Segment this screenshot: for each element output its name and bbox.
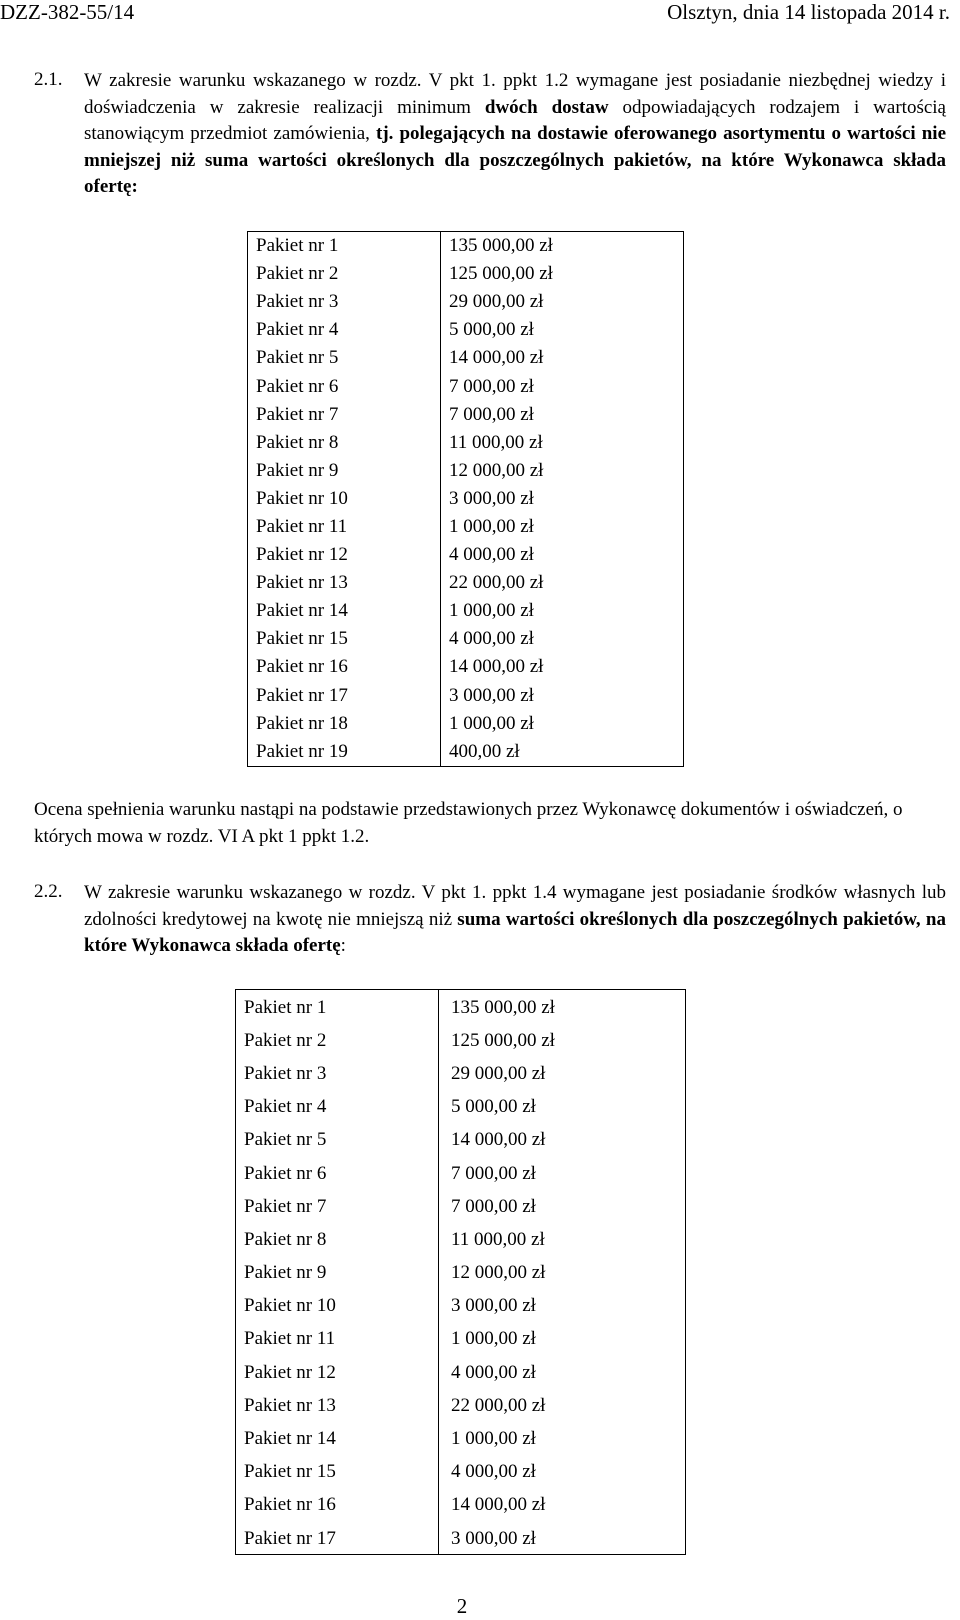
section-2-1-text-a: W zakresie warunku wskazanego w rozdz. V pkt 1. ppkt 1.2 wymagane jest posiadanie niezbędnej wiedzy i doświadczenia w zakresie realizacji minimum xyxy=(84,70,946,118)
package-value-cell: 400,00 zł xyxy=(449,740,520,762)
package-value-cell: 125 000,00 zł xyxy=(449,263,553,285)
table-row xyxy=(248,653,684,681)
package-value-cell: 1 000,00 zł xyxy=(449,712,534,734)
table-row xyxy=(248,625,684,653)
table-row xyxy=(236,1388,686,1421)
package-name-cell: Pakiet nr 3 xyxy=(236,1056,439,1089)
package-value-cell: 3 000,00 zł xyxy=(449,487,534,509)
package-name-cell: Pakiet nr 1 xyxy=(248,232,441,261)
package-value-cell: 7 000,00 zł xyxy=(449,403,534,425)
package-value-cell: 22 000,00 zł xyxy=(451,1394,546,1416)
package-value-cell: 5 000,00 zł xyxy=(451,1096,536,1118)
package-name-cell: Pakiet nr 4 xyxy=(236,1090,439,1123)
section-2-2-text-b: : xyxy=(340,935,346,956)
package-value-cell: 3 000,00 zł xyxy=(451,1295,536,1317)
package-name-cell: Pakiet nr 5 xyxy=(236,1123,439,1156)
table-row xyxy=(236,1455,686,1488)
package-value-cell: 29 000,00 zł xyxy=(451,1062,546,1084)
table-row xyxy=(236,1256,686,1289)
table-row xyxy=(248,316,684,344)
package-value-cell: 125 000,00 zł xyxy=(451,1029,555,1051)
evaluation-text: Ocena spełnienia warunku nastąpi na podstawie przedstawionych przez Wykonawcę dokumentów i oświadczeń, o których mowa w rozdz. VI A pkt 1 ppkt 1.2. xyxy=(34,799,903,847)
page-number: 2 xyxy=(456,1594,468,1618)
table-row xyxy=(236,990,686,1024)
table-row xyxy=(236,1355,686,1388)
package-name-cell: Pakiet nr 13 xyxy=(236,1388,439,1421)
section-number-2-2: 2.2. xyxy=(34,881,63,902)
table-row xyxy=(248,569,684,597)
table-row xyxy=(248,344,684,372)
table-row xyxy=(236,1056,686,1089)
table-row xyxy=(236,1090,686,1123)
table-row xyxy=(248,513,684,541)
section-2-1-bold-b: tj. polegających na dostawie oferowanego asortymentu o wartości nie mniejszej niż suma wartości określonych dla poszczególnych pakietów, na które Wykonawca składa ofertę: xyxy=(84,123,946,197)
package-name-cell: Pakiet nr 2 xyxy=(236,1023,439,1056)
package-value-cell: 14 000,00 zł xyxy=(451,1129,546,1151)
section-2-1-text xyxy=(84,68,946,201)
package-value-cell: 1 000,00 zł xyxy=(449,600,534,622)
package-value-cell: 14 000,00 zł xyxy=(451,1494,546,1516)
package-value-cell: 135 000,00 zł xyxy=(451,996,555,1018)
package-name-cell: Pakiet nr 19 xyxy=(248,738,441,767)
section-2-1-bold-a: dwóch dostaw xyxy=(484,96,609,118)
table-row xyxy=(236,1156,686,1189)
package-value-cell: 5 000,00 zł xyxy=(449,319,534,341)
package-name-cell: Pakiet nr 16 xyxy=(236,1488,439,1521)
table-row xyxy=(236,1189,686,1222)
table-row xyxy=(236,1488,686,1521)
table-row xyxy=(248,372,684,400)
package-name-cell: Pakiet nr 8 xyxy=(236,1222,439,1255)
section-2-1-text-b: odpowiadających rodzajem i wartością stanowiącym przedmiot zamówienia, xyxy=(84,96,946,144)
package-value-cell: 12 000,00 zł xyxy=(451,1262,546,1284)
package-value-cell: 7 000,00 zł xyxy=(449,375,534,397)
section-number-2-1: 2.1. xyxy=(34,69,63,90)
package-value-cell: 11 000,00 zł xyxy=(449,431,543,453)
package-name-cell: Pakiet nr 11 xyxy=(248,513,441,541)
table-row xyxy=(248,541,684,569)
package-name-cell: Pakiet nr 12 xyxy=(248,541,441,569)
package-values-table-2 xyxy=(235,989,686,1555)
table-row xyxy=(236,1421,686,1454)
package-value-cell: 11 000,00 zł xyxy=(451,1228,545,1250)
package-name-cell: Pakiet nr 8 xyxy=(248,429,441,457)
package-name-cell: Pakiet nr 11 xyxy=(236,1322,439,1355)
package-name-cell: Pakiet nr 4 xyxy=(248,316,441,344)
package-name-cell: Pakiet nr 2 xyxy=(248,260,441,288)
package-name-cell: Pakiet nr 7 xyxy=(248,401,441,429)
package-value-cell: 14 000,00 zł xyxy=(449,347,544,369)
package-name-cell: Pakiet nr 15 xyxy=(248,625,441,653)
package-name-cell: Pakiet nr 3 xyxy=(248,288,441,316)
package-value-cell: 29 000,00 zł xyxy=(449,291,544,313)
table-row xyxy=(248,457,684,485)
package-name-cell: Pakiet nr 14 xyxy=(248,597,441,625)
package-name-cell: Pakiet nr 18 xyxy=(248,710,441,738)
package-name-cell: Pakiet nr 10 xyxy=(236,1289,439,1322)
package-value-cell: 4 000,00 zł xyxy=(449,544,534,566)
table-row xyxy=(236,1123,686,1156)
table-row xyxy=(248,288,684,316)
package-name-cell: Pakiet nr 15 xyxy=(236,1455,439,1488)
package-values-table-1 xyxy=(247,231,684,767)
section-2-2-bold-a: suma wartości określonych dla poszczególnych pakietów, na które Wykonawca składa ofertę xyxy=(84,908,946,956)
package-value-cell: 1 000,00 zł xyxy=(451,1428,536,1450)
table-row xyxy=(248,260,684,288)
section-2-2-text-a: W zakresie warunku wskazanego w rozdz. V pkt 1. ppkt 1.4 wymagane jest posiadanie środków własnych lub zdolności kredytowej na kwotę nie mniejszą niż xyxy=(84,882,946,930)
package-name-cell: Pakiet nr 9 xyxy=(248,457,441,485)
package-value-cell: 1 000,00 zł xyxy=(449,515,534,537)
table-row xyxy=(248,485,684,513)
table-row xyxy=(248,429,684,457)
table-row xyxy=(248,401,684,429)
package-name-cell: Pakiet nr 6 xyxy=(236,1156,439,1189)
package-name-cell: Pakiet nr 7 xyxy=(236,1189,439,1222)
package-name-cell: Pakiet nr 10 xyxy=(248,485,441,513)
package-name-cell: Pakiet nr 16 xyxy=(248,653,441,681)
package-name-cell: Pakiet nr 13 xyxy=(248,569,441,597)
package-value-cell: 1 000,00 zł xyxy=(451,1328,536,1350)
package-value-cell: 135 000,00 zł xyxy=(449,235,553,257)
section-2-2-text xyxy=(84,880,946,960)
place-and-date: Olsztyn, dnia 14 listopada 2014 r. xyxy=(667,0,950,24)
package-value-cell: 3 000,00 zł xyxy=(449,684,534,706)
table-row xyxy=(248,738,684,767)
package-name-cell: Pakiet nr 17 xyxy=(248,682,441,710)
table-row xyxy=(248,232,684,261)
package-value-cell: 4 000,00 zł xyxy=(449,628,534,650)
table-row xyxy=(248,710,684,738)
package-value-cell: 4 000,00 zł xyxy=(451,1461,536,1483)
package-value-cell: 3 000,00 zł xyxy=(451,1527,536,1549)
table-row xyxy=(236,1222,686,1255)
package-name-cell: Pakiet nr 9 xyxy=(236,1256,439,1289)
package-value-cell: 12 000,00 zł xyxy=(449,459,544,481)
table-row xyxy=(236,1023,686,1056)
package-name-cell: Pakiet nr 5 xyxy=(248,344,441,372)
package-name-cell: Pakiet nr 12 xyxy=(236,1355,439,1388)
package-name-cell: Pakiet nr 17 xyxy=(236,1521,439,1555)
package-value-cell: 4 000,00 zł xyxy=(451,1361,536,1383)
package-value-cell: 14 000,00 zł xyxy=(449,656,544,678)
table-row xyxy=(248,682,684,710)
package-value-cell: 7 000,00 zł xyxy=(451,1162,536,1184)
document-reference: DZZ-382-55/14 xyxy=(0,0,135,24)
table-row xyxy=(236,1521,686,1555)
package-name-cell: Pakiet nr 6 xyxy=(248,372,441,400)
package-value-cell: 7 000,00 zł xyxy=(451,1195,536,1217)
package-name-cell: Pakiet nr 14 xyxy=(236,1421,439,1454)
table-row xyxy=(236,1322,686,1355)
table-row xyxy=(236,1289,686,1322)
package-value-cell: 22 000,00 zł xyxy=(449,572,544,594)
table-row xyxy=(248,597,684,625)
package-name-cell: Pakiet nr 1 xyxy=(236,990,439,1024)
